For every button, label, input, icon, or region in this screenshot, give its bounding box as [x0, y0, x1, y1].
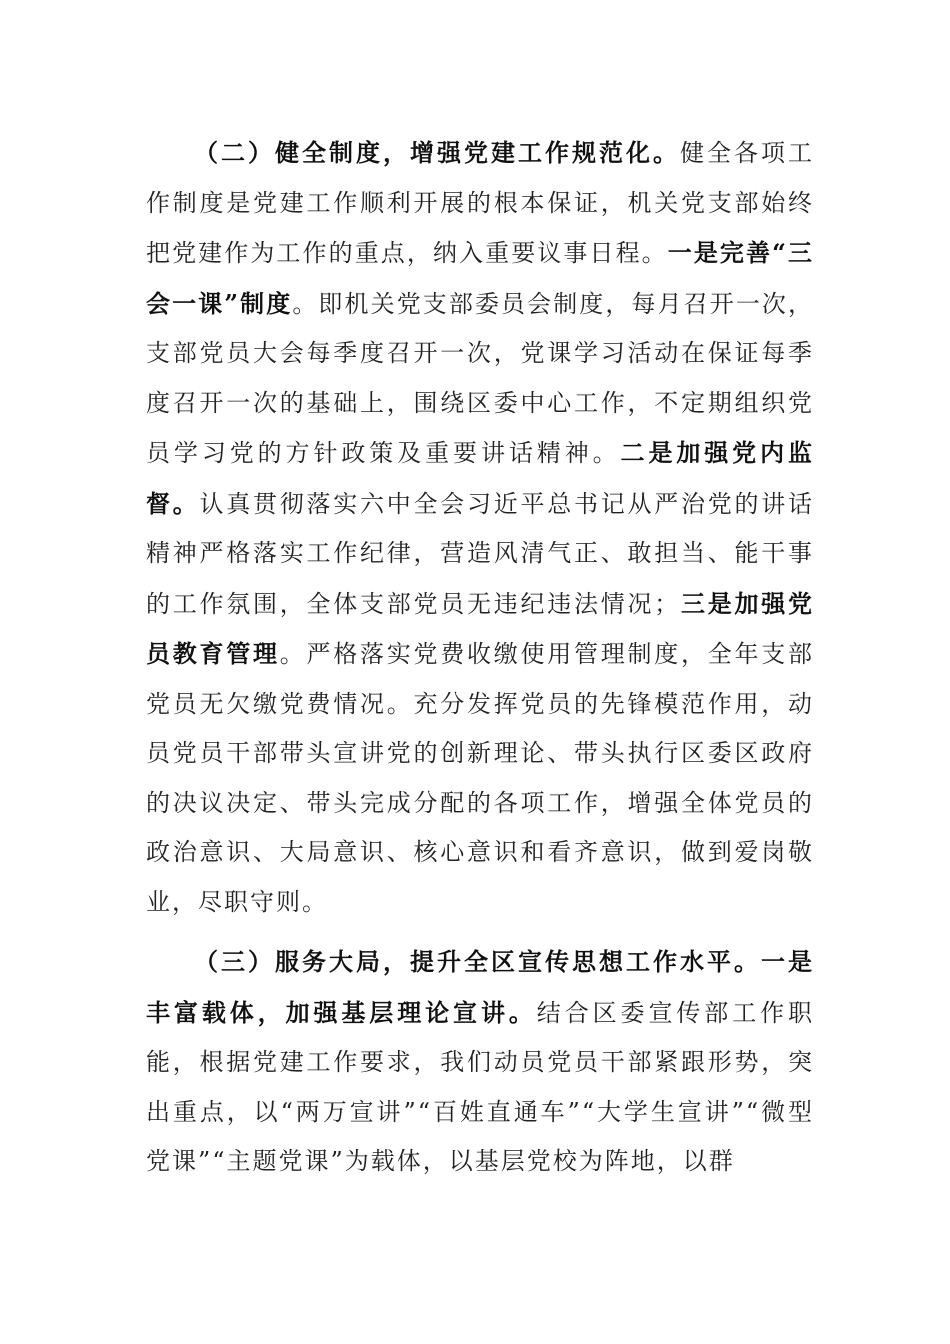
body-text: 。严格落实党费收缴使用管理制度，全年支部党员无欠缴党费情况。充分发挥党员的先锋模范作用，动员党员干部带头宣讲党的创新理论、带头执行区委区政府的决议决定、带头完成分配的各项工作，增强全体党员的政治意识、大局意识、核心意识和看齐意识，做到爱岗敬业，尽职守则。 — [146, 640, 814, 916]
item-heading: 一是完善“三会一课”制度 — [146, 238, 814, 318]
item-heading: 三是加强党员教育管理 — [146, 588, 814, 668]
item-heading: 二是加强党内监督。 — [146, 438, 815, 518]
paragraph-2 — [146, 128, 814, 927]
paragraph-3 — [146, 937, 814, 1187]
section-heading: （三）服务大局，提升全区宣传思想工作水平。一是丰富载体，加强基层理论宣讲。 — [146, 947, 814, 1027]
body-text: 健全各项工作制度是党建工作顺利开展的根本保证，机关党支部始终把党建作为工作的重点，纳入重要议事日程。 — [146, 139, 814, 267]
body-text: 结合区委宣传部工作职能，根据党建工作要求，我们动员党员干部紧跟形势，突出重点，以“两万宣讲”“百姓直通车”“大学生宣讲”“微型党课”“主题党课”为载体，以基层党校为阵地，以群 — [146, 998, 815, 1175]
body-text: 认真贯彻落实六中全会习近平总书记从严治党的讲话精神严格落实工作纪律，营造风清气正、敢担当、能干事的工作氛围，全体支部党员无违纪违法情况； — [146, 489, 814, 618]
document-body — [146, 128, 814, 1187]
section-heading: （二）健全制度，增强党建工作规范化。 — [194, 138, 680, 167]
body-text: 。即机关党支部委员会制度，每月召开一次，支部党员大会每季度召开一次，党课学习活动在保证每季度召开一次的基础上，围绕区委中心工作，不定期组织党员学习党的方针政策及重要讲话精神。 — [146, 289, 815, 467]
